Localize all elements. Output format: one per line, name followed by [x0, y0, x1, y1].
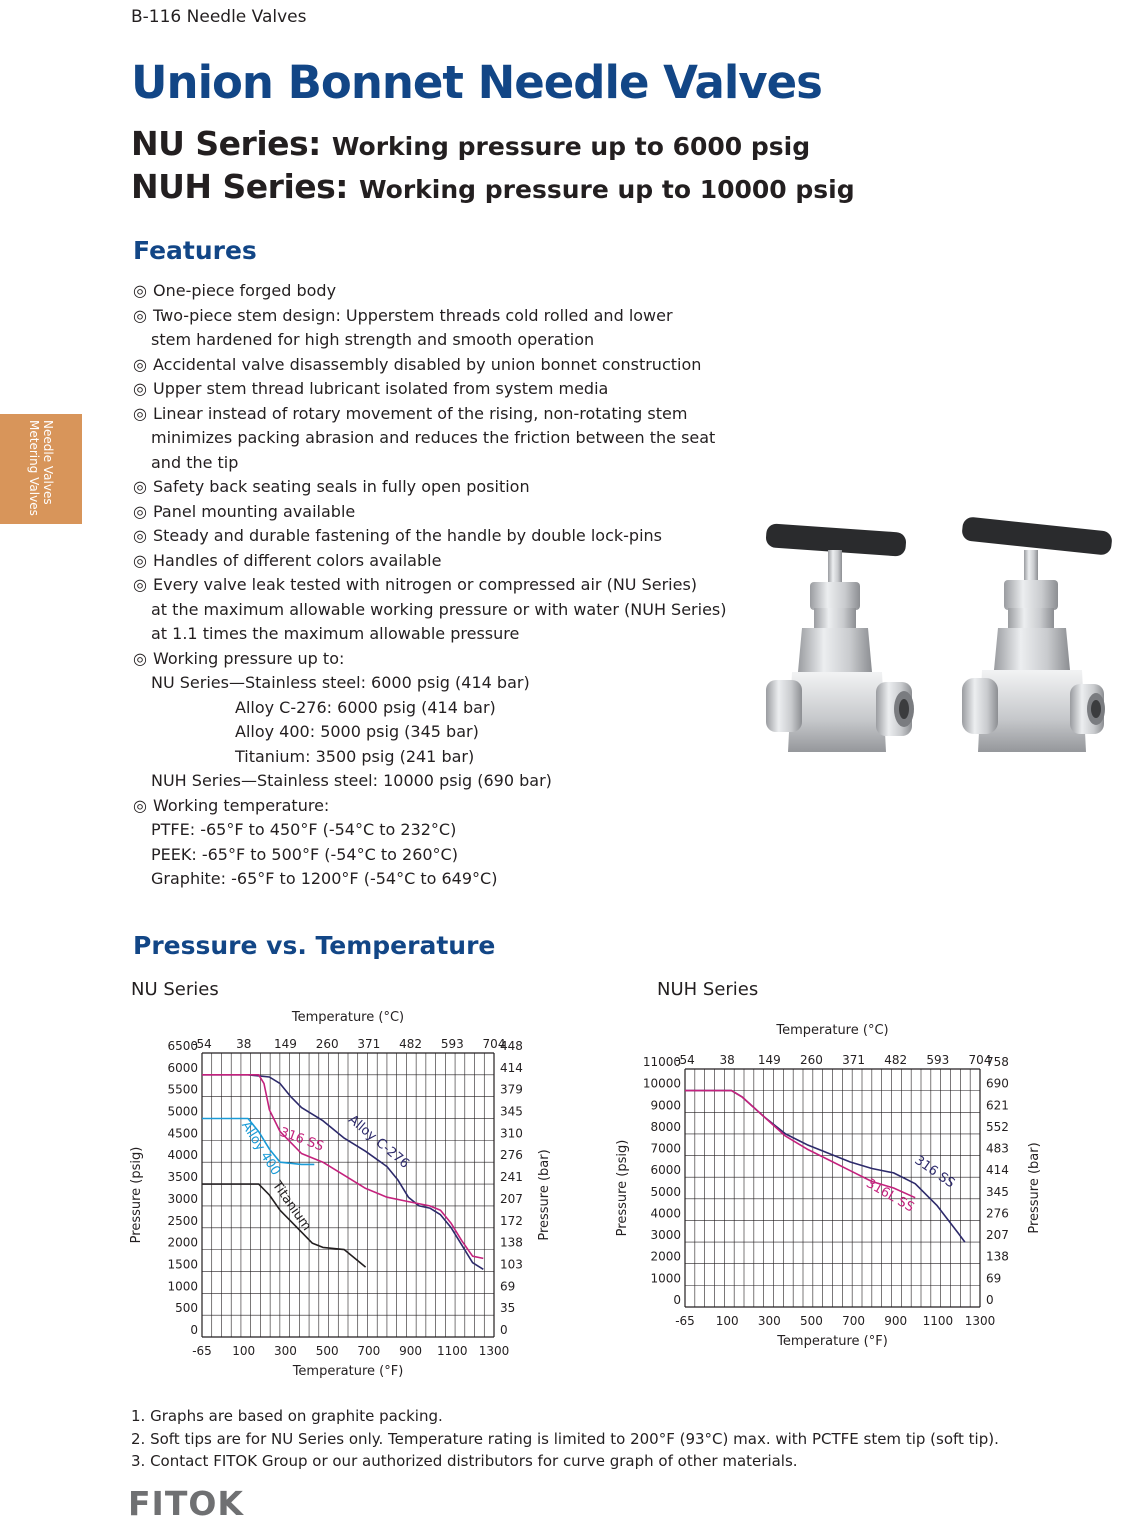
x2-tick-label: 482 — [399, 1037, 423, 1051]
x2-tick-label: 38 — [719, 1053, 735, 1067]
y2-tick-label: 172 — [500, 1213, 523, 1228]
series-description: Working pressure up to 6000 psig — [331, 132, 811, 161]
bullet-icon: ◎ — [133, 403, 147, 423]
y2-tick-label: 414 — [500, 1060, 523, 1075]
y2-tick-label: 241 — [500, 1170, 523, 1185]
series-label: 316 SS — [277, 1124, 326, 1155]
x-tick-label: 700 — [357, 1344, 381, 1358]
y2-tick-label: 448 — [500, 1039, 523, 1053]
y2-axis-title: Pressure (bar) — [537, 1149, 552, 1241]
bullet-icon: ◎ — [133, 648, 147, 668]
y2-tick-label: 758 — [986, 1055, 1009, 1069]
feature-text: Linear instead of rotary movement of the rising, non-rotating stem — [153, 403, 688, 423]
x-tick-label: 100 — [715, 1314, 739, 1328]
bullet-icon: ◎ — [133, 354, 147, 374]
x2-tick-label: 149 — [273, 1037, 297, 1051]
y-tick-label: 7000 — [650, 1141, 681, 1156]
product-photo — [752, 512, 1122, 762]
side-tab-line-1: Needle Valves — [41, 420, 55, 505]
feature-item — [133, 353, 733, 378]
series-label: Alloy 400 — [238, 1118, 284, 1179]
feature-item — [133, 279, 733, 304]
x2-tick-label: 704 — [968, 1053, 992, 1067]
x2-tick-label: 482 — [884, 1053, 908, 1067]
footnote: 3. Contact FITOK Group or our authorized distributors for curve graph of other materials. — [131, 1452, 798, 1470]
x-tick-label: 700 — [842, 1314, 866, 1328]
feature-text: Accidental valve disassembly disabled by union bonnet construction — [153, 354, 702, 374]
bullet-icon: ◎ — [133, 501, 147, 521]
y2-axis-title: Pressure (bar) — [1027, 1142, 1042, 1234]
y-tick-label: 3500 — [167, 1170, 198, 1185]
x-tick-label: -65 — [675, 1314, 695, 1328]
y-tick-label: 8000 — [650, 1119, 681, 1134]
feature-text: Steady and durable fastening of the handle by double lock-pins — [153, 526, 662, 545]
x-tick-label: 300 — [273, 1344, 297, 1358]
pressure-rating-nu: NU Series—Stainless steel: 6000 psig (414 bar) — [151, 673, 530, 692]
x2-tick-label: 371 — [842, 1053, 866, 1067]
y-tick-label: 6500 — [167, 1039, 198, 1053]
x2-axis-title: Temperature (°C) — [291, 1010, 405, 1025]
y-tick-label: 5000 — [650, 1184, 681, 1199]
y-tick-label: 0 — [673, 1293, 681, 1307]
y-tick-label: 3000 — [167, 1191, 198, 1206]
pressure-temperature-heading: Pressure vs. Temperature — [133, 931, 496, 960]
series-label: Titanium — [269, 1178, 314, 1234]
feature-item-continuation: at 1.1 times the maximum allowable pressure — [151, 624, 520, 643]
y-tick-label: 6000 — [650, 1163, 681, 1178]
feature-item — [133, 524, 733, 549]
x2-tick-label: 260 — [799, 1053, 823, 1067]
series-line-316-ss — [202, 1075, 483, 1259]
y2-tick-label: 310 — [500, 1126, 523, 1141]
y2-tick-label: 69 — [500, 1279, 516, 1294]
y-tick-label: 500 — [175, 1301, 198, 1316]
page-title: Union Bonnet Needle Valves — [131, 56, 822, 109]
x-tick-label: 1100 — [922, 1314, 954, 1328]
y2-tick-label: 35 — [500, 1301, 516, 1316]
y-tick-label: 2000 — [650, 1249, 681, 1264]
bullet-icon: ◎ — [133, 477, 147, 496]
x2-axis-title: Temperature (°C) — [776, 1023, 889, 1038]
series-label: Alloy C-276 — [345, 1112, 412, 1172]
feature-item-continuation: and the tip — [151, 452, 239, 472]
y2-tick-label: 276 — [986, 1206, 1009, 1221]
feature-text: Two-piece stem design: Upperstem threads cold rolled and lower — [153, 305, 673, 325]
valve-right — [961, 516, 1113, 752]
y-tick-label: 0 — [190, 1323, 198, 1337]
nuh-series-subtitle — [131, 167, 855, 206]
y2-tick-label: 69 — [986, 1271, 1002, 1286]
pressure-rating-alloy: Alloy C-276: 6000 psig (414 bar) — [235, 697, 496, 717]
page-reference: B-116 Needle Valves — [131, 7, 307, 27]
x-tick-label: 300 — [757, 1314, 781, 1328]
y-axis-title: Pressure (psig) — [615, 1139, 630, 1237]
x-tick-label: 900 — [884, 1314, 908, 1328]
side-tab-line-2: Metering Valves — [27, 420, 41, 516]
series-label: 316 SS — [911, 1152, 958, 1192]
section-side-tab[interactable] — [0, 414, 82, 524]
y2-tick-label: 690 — [986, 1076, 1009, 1091]
x-tick-label: -65 — [192, 1344, 212, 1358]
x-axis-title: Temperature (°F) — [292, 1364, 404, 1379]
x2-tick-label: -54 — [675, 1053, 695, 1067]
x2-tick-label: 38 — [236, 1037, 252, 1051]
footnote: 2. Soft tips are for NU Series only. Temperature rating is limited to 200°F (93°C) max. with PCTFE stem tip (soft tip). — [131, 1429, 999, 1448]
y-tick-label: 4000 — [167, 1148, 198, 1163]
feature-item — [133, 500, 733, 525]
x-tick-label: 500 — [799, 1314, 823, 1328]
nuh-chart-title: NUH Series — [657, 979, 759, 1000]
feature-text: One-piece forged body — [153, 281, 337, 300]
temperature-rating: Graphite: -65°F to 1200°F (-54°C to 649°C) — [151, 869, 498, 888]
bullet-icon: ◎ — [133, 281, 147, 300]
feature-text: Working temperature: — [153, 795, 330, 815]
temperature-rating: PTFE: -65°F to 450°F (-54°C to 232°C) — [151, 820, 457, 839]
series-name: NUH Series: — [131, 167, 348, 206]
feature-text: Every valve leak tested with nitrogen or compressed air (NU Series) — [153, 575, 698, 594]
x2-tick-label: 371 — [357, 1037, 381, 1051]
feature-list — [133, 279, 733, 892]
x-tick-label: 1300 — [964, 1314, 996, 1328]
series-label: 316L SS — [863, 1176, 917, 1216]
feature-text: Handles of different colors available — [153, 550, 442, 570]
y-tick-label: 5500 — [167, 1082, 198, 1097]
nu-series-subtitle — [131, 124, 810, 163]
y-tick-label: 1000 — [650, 1271, 681, 1286]
y2-tick-label: 0 — [986, 1293, 994, 1307]
feature-item — [133, 573, 733, 598]
y2-tick-label: 621 — [986, 1098, 1009, 1113]
x2-tick-label: 593 — [440, 1037, 464, 1051]
x2-tick-label: 704 — [482, 1037, 506, 1051]
bullet-icon: ◎ — [133, 795, 147, 815]
x-axis-title: Temperature (°F) — [777, 1334, 888, 1349]
pressure-rating-nuh: NUH Series—Stainless steel: 10000 psig (690 bar) — [151, 771, 552, 790]
valve-left — [765, 523, 914, 752]
y-tick-label: 1500 — [167, 1257, 198, 1272]
y2-tick-label: 345 — [986, 1184, 1009, 1199]
x2-tick-label: -54 — [192, 1037, 212, 1051]
feature-text: Upper stem thread lubricant isolated from system media — [153, 379, 609, 398]
y2-tick-label: 345 — [500, 1104, 523, 1119]
y-tick-label: 2500 — [167, 1213, 198, 1228]
y-tick-label: 4000 — [650, 1206, 681, 1221]
bullet-icon: ◎ — [133, 526, 147, 545]
feature-text: Safety back seating seals in fully open position — [153, 477, 530, 496]
y2-tick-label: 276 — [500, 1148, 523, 1163]
series-description: Working pressure up to 10000 psig — [358, 175, 855, 204]
x2-tick-label: 260 — [315, 1037, 339, 1051]
bullet-icon: ◎ — [133, 575, 147, 594]
feature-item — [133, 304, 733, 329]
y-tick-label: 9000 — [650, 1098, 681, 1113]
y2-tick-label: 552 — [986, 1119, 1009, 1134]
nu-series-chart — [120, 1003, 570, 1388]
x-tick-label: 1100 — [437, 1344, 468, 1358]
temperature-rating: PEEK: -65°F to 500°F (-54°C to 260°C) — [151, 844, 458, 864]
x-tick-label: 900 — [399, 1344, 423, 1358]
nuh-series-chart — [612, 1016, 1062, 1356]
x-tick-label: 500 — [315, 1344, 339, 1358]
y2-tick-label: 207 — [500, 1191, 523, 1206]
feature-text: Panel mounting available — [153, 501, 356, 521]
bullet-icon: ◎ — [133, 305, 147, 325]
x-tick-label: 1300 — [478, 1344, 510, 1358]
features-heading: Features — [133, 236, 257, 265]
pressure-rating-alloy: Titanium: 3500 psig (241 bar) — [235, 746, 475, 766]
side-tab-text — [27, 420, 55, 516]
y-axis-title: Pressure (psig) — [129, 1146, 144, 1244]
y2-tick-label: 414 — [986, 1163, 1009, 1178]
series-name: NU Series: — [131, 124, 321, 163]
feature-item-continuation: stem hardened for high strength and smooth operation — [151, 330, 595, 349]
x2-tick-label: 149 — [757, 1053, 781, 1067]
x-tick-label: 100 — [232, 1344, 256, 1358]
feature-item — [133, 549, 733, 574]
feature-item-continuation: at the maximum allowable working pressure or with water (NUH Series) — [151, 599, 727, 619]
pressure-rating-alloy: Alloy 400: 5000 psig (345 bar) — [235, 722, 479, 741]
y-tick-label: 3000 — [650, 1228, 681, 1243]
y2-tick-label: 0 — [500, 1323, 508, 1337]
feature-item — [133, 475, 733, 500]
y-tick-label: 6000 — [167, 1060, 198, 1075]
bullet-icon: ◎ — [133, 550, 147, 570]
feature-item-continuation: minimizes packing abrasion and reduces the friction between the seat — [151, 428, 716, 447]
y2-tick-label: 103 — [500, 1257, 523, 1272]
series-line-alloy-c-276 — [202, 1075, 483, 1270]
feature-item — [133, 377, 733, 402]
y2-tick-label: 379 — [500, 1082, 523, 1097]
feature-item — [133, 402, 733, 427]
y-tick-label: 4500 — [167, 1126, 198, 1141]
y-tick-label: 2000 — [167, 1235, 198, 1250]
y-tick-label: 10000 — [642, 1076, 681, 1091]
y2-tick-label: 138 — [500, 1235, 523, 1250]
y-tick-label: 1000 — [167, 1279, 198, 1294]
y2-tick-label: 483 — [986, 1141, 1009, 1156]
feature-item — [133, 647, 733, 672]
y-tick-label: 5000 — [167, 1104, 198, 1119]
fitok-logo: FITOK — [128, 1484, 244, 1523]
y2-tick-label: 207 — [986, 1228, 1009, 1243]
nu-chart-title: NU Series — [131, 979, 219, 1000]
bullet-icon: ◎ — [133, 379, 147, 398]
feature-text: Working pressure up to: — [153, 648, 345, 668]
y-tick-label: 11000 — [642, 1055, 681, 1069]
x2-tick-label: 593 — [926, 1053, 950, 1067]
footnote: 1. Graphs are based on graphite packing. — [131, 1407, 443, 1425]
feature-item — [133, 794, 733, 819]
y2-tick-label: 138 — [986, 1249, 1009, 1264]
footnotes — [131, 1405, 999, 1473]
